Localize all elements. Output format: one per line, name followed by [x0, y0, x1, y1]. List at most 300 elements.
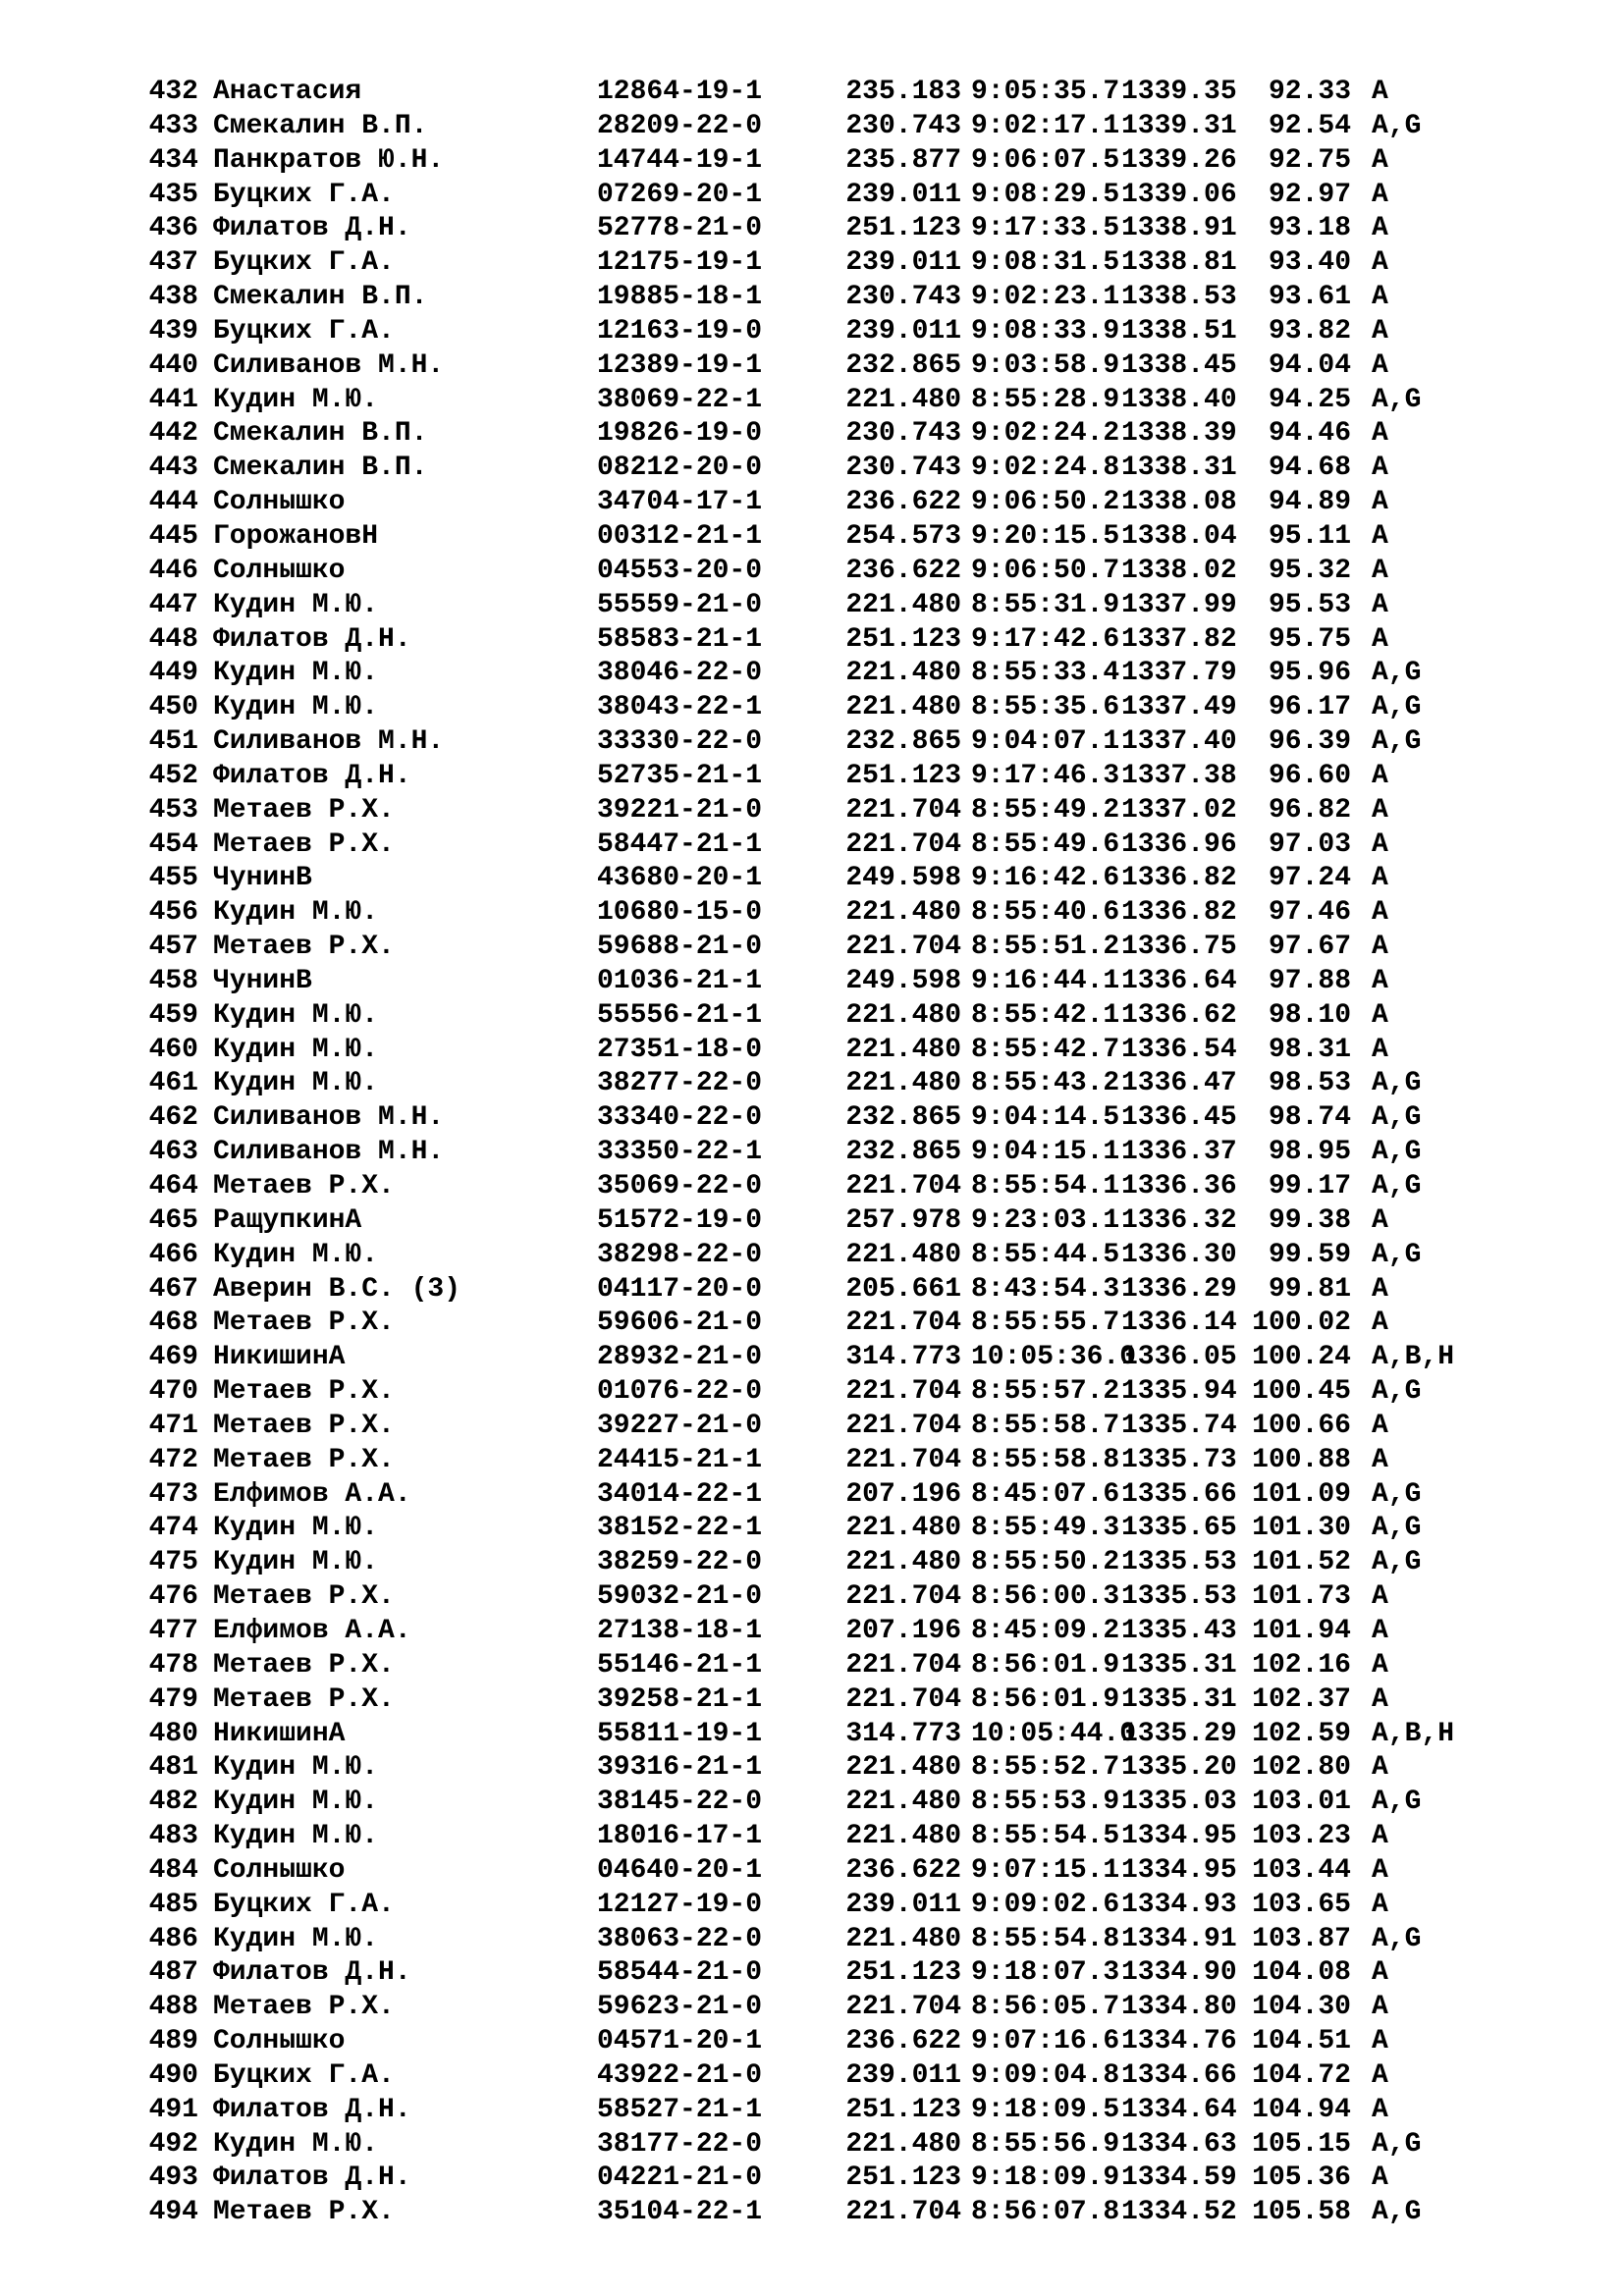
arrival-time-cell: 9:17:33.5 — [971, 213, 1120, 244]
ring-number-cell: 38069-22-1 — [597, 384, 763, 415]
ring-number-cell: 58527-21-1 — [597, 2094, 763, 2125]
rank-cell: 447 — [148, 589, 198, 620]
distance-cell: 239.011 — [845, 315, 961, 347]
fancier-name-cell: Силиванов М.Н. — [213, 349, 445, 381]
fancier-name-cell: Елфимов А.А. — [213, 1615, 411, 1646]
speed-cell: 1334.76 — [1121, 2026, 1237, 2057]
ring-number-cell: 38145-22-0 — [597, 1787, 763, 1818]
arrival-time-cell: 8:55:57.2 — [971, 1376, 1120, 1408]
ring-number-cell: 38043-22-1 — [597, 692, 763, 723]
flags-cell: A,G — [1372, 1171, 1422, 1201]
fancier-name-cell: Метаев Р.Х. — [213, 932, 395, 963]
coefficient-cell: 96.60 — [1268, 760, 1351, 791]
speed-cell: 1335.43 — [1121, 1615, 1237, 1646]
rank-cell: 446 — [148, 555, 198, 586]
coefficient-cell: 95.75 — [1268, 623, 1351, 655]
fancier-name-cell: Метаев Р.Х. — [213, 828, 395, 860]
rank-cell: 456 — [148, 897, 198, 929]
coefficient-cell: 94.68 — [1268, 453, 1351, 484]
rank-cell: 478 — [148, 1649, 198, 1681]
coefficient-cell: 97.03 — [1268, 828, 1351, 860]
arrival-time-cell: 9:08:29.5 — [971, 179, 1120, 210]
flags-cell: A,G — [1372, 1376, 1422, 1408]
ring-number-cell: 04553-20-0 — [597, 555, 763, 586]
distance-cell: 236.622 — [845, 1854, 961, 1886]
flags-cell: A,G — [1372, 1513, 1422, 1544]
ring-number-cell: 00312-21-1 — [597, 520, 763, 552]
distance-cell: 235.183 — [845, 77, 961, 107]
speed-cell: 1339.35 — [1121, 77, 1237, 107]
speed-cell: 1334.93 — [1121, 1889, 1237, 1920]
flags-cell: A — [1372, 2094, 1388, 2125]
distance-cell: 221.704 — [845, 1992, 961, 2023]
distance-cell: 207.196 — [845, 1615, 961, 1646]
distance-cell: 230.743 — [845, 282, 961, 313]
coefficient-cell: 100.24 — [1252, 1342, 1351, 1373]
fancier-name-cell: Кудин М.Ю. — [213, 1239, 379, 1270]
rank-cell: 440 — [148, 349, 198, 381]
fancier-name-cell: Смекалин В.П. — [213, 418, 428, 450]
coefficient-cell: 100.02 — [1252, 1308, 1351, 1339]
ring-number-cell: 43680-20-1 — [597, 863, 763, 894]
coefficient-cell: 92.97 — [1268, 179, 1351, 210]
coefficient-cell: 99.38 — [1268, 1204, 1351, 1236]
rank-cell: 442 — [148, 418, 198, 450]
flags-cell: A — [1372, 1615, 1388, 1646]
speed-cell: 1334.91 — [1121, 1923, 1237, 1954]
flags-cell: A — [1372, 1204, 1388, 1236]
rank-cell: 459 — [148, 999, 198, 1031]
fancier-name-cell: Силиванов М.Н. — [213, 726, 445, 758]
ring-number-cell: 34704-17-1 — [597, 487, 763, 518]
coefficient-cell: 97.46 — [1268, 897, 1351, 929]
flags-cell: A — [1372, 487, 1388, 518]
speed-cell: 1336.64 — [1121, 965, 1237, 996]
arrival-time-cell: 9:20:15.5 — [971, 520, 1120, 552]
arrival-time-cell: 8:55:42.7 — [971, 1034, 1120, 1065]
arrival-time-cell: 8:55:54.1 — [971, 1171, 1120, 1201]
distance-cell: 221.704 — [845, 794, 961, 826]
rank-cell: 453 — [148, 794, 198, 826]
distance-cell: 230.743 — [845, 453, 961, 484]
rank-cell: 492 — [148, 2128, 198, 2160]
coefficient-cell: 103.87 — [1252, 1923, 1351, 1954]
rank-cell: 477 — [148, 1615, 198, 1646]
distance-cell: 314.773 — [845, 1342, 961, 1373]
distance-cell: 221.704 — [845, 2197, 961, 2228]
distance-cell: 249.598 — [845, 965, 961, 996]
flags-cell: A — [1372, 349, 1388, 381]
flags-cell: A,G — [1372, 2128, 1422, 2160]
flags-cell: A,G — [1372, 384, 1422, 415]
fancier-name-cell: Анастасия — [213, 77, 362, 107]
distance-cell: 232.865 — [845, 1137, 961, 1168]
speed-cell: 1336.36 — [1121, 1171, 1237, 1201]
fancier-name-cell: Кудин М.Ю. — [213, 1034, 379, 1065]
coefficient-cell: 99.17 — [1268, 1171, 1351, 1201]
coefficient-cell: 97.24 — [1268, 863, 1351, 894]
speed-cell: 1335.31 — [1121, 1683, 1237, 1715]
ring-number-cell: 33340-22-0 — [597, 1102, 763, 1134]
rank-cell: 462 — [148, 1102, 198, 1134]
arrival-time-cell: 10:05:44.0 — [971, 1718, 1137, 1749]
flags-cell: A — [1372, 1034, 1388, 1065]
distance-cell: 236.622 — [845, 487, 961, 518]
arrival-time-cell: 8:43:54.3 — [971, 1273, 1120, 1305]
fancier-name-cell: Кудин М.Ю. — [213, 1787, 379, 1818]
speed-cell: 1338.53 — [1121, 282, 1237, 313]
arrival-time-cell: 8:55:52.7 — [971, 1752, 1120, 1784]
fancier-name-cell: Смекалин В.П. — [213, 282, 428, 313]
speed-cell: 1338.04 — [1121, 520, 1237, 552]
speed-cell: 1338.45 — [1121, 349, 1237, 381]
coefficient-cell: 105.36 — [1252, 2163, 1351, 2194]
fancier-name-cell: Метаев Р.Х. — [213, 1649, 395, 1681]
coefficient-cell: 95.32 — [1268, 555, 1351, 586]
flags-cell: A — [1372, 315, 1388, 347]
flags-cell: A — [1372, 555, 1388, 586]
coefficient-cell: 95.11 — [1268, 520, 1351, 552]
speed-cell: 1339.26 — [1121, 144, 1237, 176]
flags-cell: A — [1372, 453, 1388, 484]
coefficient-cell: 103.65 — [1252, 1889, 1351, 1920]
speed-cell: 1334.59 — [1121, 2163, 1237, 2194]
arrival-time-cell: 9:06:50.2 — [971, 487, 1120, 518]
distance-cell: 230.743 — [845, 110, 961, 141]
arrival-time-cell: 8:55:33.4 — [971, 658, 1120, 689]
rank-cell: 435 — [148, 179, 198, 210]
speed-cell: 1338.81 — [1121, 247, 1237, 279]
arrival-time-cell: 8:55:35.6 — [971, 692, 1120, 723]
distance-cell: 221.480 — [845, 1787, 961, 1818]
ring-number-cell: 38298-22-0 — [597, 1239, 763, 1270]
speed-cell: 1338.39 — [1121, 418, 1237, 450]
ring-number-cell: 38259-22-0 — [597, 1547, 763, 1578]
distance-cell: 221.480 — [845, 1923, 961, 1954]
fancier-name-cell: Кудин М.Ю. — [213, 1821, 379, 1852]
flags-cell: A — [1372, 418, 1388, 450]
coefficient-cell: 96.17 — [1268, 692, 1351, 723]
coefficient-cell: 92.75 — [1268, 144, 1351, 176]
distance-cell: 251.123 — [845, 2163, 961, 2194]
arrival-time-cell: 9:06:07.5 — [971, 144, 1120, 176]
distance-cell: 232.865 — [845, 726, 961, 758]
coefficient-cell: 103.23 — [1252, 1821, 1351, 1852]
ring-number-cell: 27138-18-1 — [597, 1615, 763, 1646]
speed-cell: 1337.82 — [1121, 623, 1237, 655]
distance-cell: 221.480 — [845, 897, 961, 929]
arrival-time-cell: 8:55:56.9 — [971, 2128, 1120, 2160]
arrival-time-cell: 8:45:07.6 — [971, 1478, 1120, 1510]
coefficient-cell: 98.53 — [1268, 1068, 1351, 1099]
speed-cell: 1336.32 — [1121, 1204, 1237, 1236]
flags-cell: A,G — [1372, 1068, 1422, 1099]
fancier-name-cell: Метаев Р.Х. — [213, 1992, 395, 2023]
coefficient-cell: 105.58 — [1252, 2197, 1351, 2228]
fancier-name-cell: Буцких Г.А. — [213, 1889, 395, 1920]
coefficient-cell: 93.82 — [1268, 315, 1351, 347]
fancier-name-cell: Филатов Д.Н. — [213, 623, 411, 655]
arrival-time-cell: 8:55:53.9 — [971, 1787, 1120, 1818]
ring-number-cell: 12389-19-1 — [597, 349, 763, 381]
flags-cell: A — [1372, 2163, 1388, 2194]
rank-cell: 474 — [148, 1513, 198, 1544]
flags-cell: A — [1372, 282, 1388, 313]
ring-number-cell: 38177-22-0 — [597, 2128, 763, 2160]
arrival-time-cell: 9:08:33.9 — [971, 315, 1120, 347]
fancier-name-cell: ГорожановН — [213, 520, 379, 552]
flags-cell: A — [1372, 77, 1388, 107]
fancier-name-cell: Кудин М.Ю. — [213, 999, 379, 1031]
distance-cell: 236.622 — [845, 555, 961, 586]
ring-number-cell: 28932-21-0 — [597, 1342, 763, 1373]
ring-number-cell: 04571-20-1 — [597, 2026, 763, 2057]
rank-cell: 458 — [148, 965, 198, 996]
speed-cell: 1334.63 — [1121, 2128, 1237, 2160]
distance-cell: 232.865 — [845, 1102, 961, 1134]
speed-cell: 1337.38 — [1121, 760, 1237, 791]
fancier-name-cell: Кудин М.Ю. — [213, 2128, 379, 2160]
distance-cell: 221.480 — [845, 1547, 961, 1578]
fancier-name-cell: НикишинА — [213, 1718, 346, 1749]
ring-number-cell: 07269-20-1 — [597, 179, 763, 210]
arrival-time-cell: 9:09:04.8 — [971, 2059, 1120, 2091]
coefficient-cell: 94.25 — [1268, 384, 1351, 415]
ring-number-cell: 58447-21-1 — [597, 828, 763, 860]
ring-number-cell: 33350-22-1 — [597, 1137, 763, 1168]
distance-cell: 251.123 — [845, 1957, 961, 1989]
rank-cell: 486 — [148, 1923, 198, 1954]
coefficient-cell: 99.81 — [1268, 1273, 1351, 1305]
rank-cell: 485 — [148, 1889, 198, 1920]
flags-cell: A — [1372, 1581, 1388, 1613]
arrival-time-cell: 8:45:09.2 — [971, 1615, 1120, 1646]
arrival-time-cell: 9:17:46.3 — [971, 760, 1120, 791]
rank-cell: 444 — [148, 487, 198, 518]
fancier-name-cell: Кудин М.Ю. — [213, 1513, 379, 1544]
flags-cell: A,G — [1372, 1478, 1422, 1510]
speed-cell: 1336.62 — [1121, 999, 1237, 1031]
speed-cell: 1334.52 — [1121, 2197, 1237, 2228]
coefficient-cell: 100.88 — [1252, 1444, 1351, 1475]
arrival-time-cell: 8:55:51.2 — [971, 932, 1120, 963]
fancier-name-cell: Метаев Р.Х. — [213, 2197, 395, 2228]
flags-cell: A — [1372, 1273, 1388, 1305]
distance-cell: 221.480 — [845, 999, 961, 1031]
rank-cell: 482 — [148, 1787, 198, 1818]
coefficient-cell: 102.80 — [1252, 1752, 1351, 1784]
arrival-time-cell: 8:55:58.8 — [971, 1444, 1120, 1475]
flags-cell: A — [1372, 2059, 1388, 2091]
speed-cell: 1337.49 — [1121, 692, 1237, 723]
rank-cell: 439 — [148, 315, 198, 347]
speed-cell: 1337.79 — [1121, 658, 1237, 689]
rank-cell: 472 — [148, 1444, 198, 1475]
speed-cell: 1336.82 — [1121, 897, 1237, 929]
rank-cell: 467 — [148, 1273, 198, 1305]
rank-cell: 488 — [148, 1992, 198, 2023]
ring-number-cell: 39316-21-1 — [597, 1752, 763, 1784]
speed-cell: 1336.47 — [1121, 1068, 1237, 1099]
ring-number-cell: 38046-22-0 — [597, 658, 763, 689]
fancier-name-cell: Панкратов Ю.Н. — [213, 144, 445, 176]
arrival-time-cell: 9:05:35.7 — [971, 77, 1120, 107]
rank-cell: 436 — [148, 213, 198, 244]
rank-cell: 460 — [148, 1034, 198, 1065]
coefficient-cell: 101.30 — [1252, 1513, 1351, 1544]
arrival-time-cell: 9:16:42.6 — [971, 863, 1120, 894]
coefficient-cell: 95.96 — [1268, 658, 1351, 689]
distance-cell: 221.480 — [845, 658, 961, 689]
arrival-time-cell: 9:18:07.3 — [971, 1957, 1120, 1989]
flags-cell: A — [1372, 1308, 1388, 1339]
fancier-name-cell: Метаев Р.Х. — [213, 1308, 395, 1339]
ring-number-cell: 55559-21-0 — [597, 589, 763, 620]
distance-cell: 221.480 — [845, 2128, 961, 2160]
speed-cell: 1334.66 — [1121, 2059, 1237, 2091]
distance-cell: 221.480 — [845, 1034, 961, 1065]
flags-cell: A,B,H — [1372, 1342, 1455, 1373]
fancier-name-cell: Смекалин В.П. — [213, 110, 428, 141]
fancier-name-cell: ЧунинВ — [213, 863, 312, 894]
flags-cell: A,G — [1372, 1787, 1422, 1818]
rank-cell: 479 — [148, 1683, 198, 1715]
ring-number-cell: 35069-22-0 — [597, 1171, 763, 1201]
rank-cell: 454 — [148, 828, 198, 860]
flags-cell: A — [1372, 1444, 1388, 1475]
flags-cell: A — [1372, 1957, 1388, 1989]
rank-cell: 452 — [148, 760, 198, 791]
flags-cell: A — [1372, 1992, 1388, 2023]
ring-number-cell: 19826-19-0 — [597, 418, 763, 450]
fancier-name-cell: Силиванов М.Н. — [213, 1137, 445, 1168]
speed-cell: 1338.40 — [1121, 384, 1237, 415]
distance-cell: 239.011 — [845, 247, 961, 279]
speed-cell: 1335.53 — [1121, 1581, 1237, 1613]
distance-cell: 257.978 — [845, 1204, 961, 1236]
rank-cell: 461 — [148, 1068, 198, 1099]
speed-cell: 1335.65 — [1121, 1513, 1237, 1544]
fancier-name-cell: Солнышко — [213, 2026, 346, 2057]
flags-cell: A — [1372, 999, 1388, 1031]
flags-cell: A,G — [1372, 692, 1422, 723]
coefficient-cell: 100.66 — [1252, 1410, 1351, 1441]
distance-cell: 314.773 — [845, 1718, 961, 1749]
fancier-name-cell: Кудин М.Ю. — [213, 384, 379, 415]
fancier-name-cell: Кудин М.Ю. — [213, 897, 379, 929]
speed-cell: 1335.03 — [1121, 1787, 1237, 1818]
rank-cell: 450 — [148, 692, 198, 723]
rank-cell: 441 — [148, 384, 198, 415]
rank-cell: 471 — [148, 1410, 198, 1441]
ring-number-cell: 59606-21-0 — [597, 1308, 763, 1339]
speed-cell: 1336.96 — [1121, 828, 1237, 860]
speed-cell: 1336.82 — [1121, 863, 1237, 894]
distance-cell: 254.573 — [845, 520, 961, 552]
ring-number-cell: 12163-19-0 — [597, 315, 763, 347]
arrival-time-cell: 9:02:23.1 — [971, 282, 1120, 313]
speed-cell: 1339.31 — [1121, 110, 1237, 141]
flags-cell: A — [1372, 1752, 1388, 1784]
flags-cell: A,G — [1372, 1137, 1422, 1168]
distance-cell: 221.704 — [845, 1171, 961, 1201]
fancier-name-cell: Метаев Р.Х. — [213, 1171, 395, 1201]
ring-number-cell: 33330-22-0 — [597, 726, 763, 758]
flags-cell: A — [1372, 179, 1388, 210]
arrival-time-cell: 10:05:36.0 — [971, 1342, 1137, 1373]
speed-cell: 1335.74 — [1121, 1410, 1237, 1441]
arrival-time-cell: 9:23:03.1 — [971, 1204, 1120, 1236]
rank-cell: 438 — [148, 282, 198, 313]
flags-cell: A,G — [1372, 658, 1422, 689]
fancier-name-cell: Солнышко — [213, 555, 346, 586]
ring-number-cell: 55146-21-1 — [597, 1649, 763, 1681]
arrival-time-cell: 9:18:09.5 — [971, 2094, 1120, 2125]
rank-cell: 469 — [148, 1342, 198, 1373]
fancier-name-cell: Солнышко — [213, 487, 346, 518]
ring-number-cell: 14744-19-1 — [597, 144, 763, 176]
rank-cell: 494 — [148, 2197, 198, 2228]
distance-cell: 221.480 — [845, 1068, 961, 1099]
coefficient-cell: 92.33 — [1268, 77, 1351, 107]
speed-cell: 1337.02 — [1121, 794, 1237, 826]
coefficient-cell: 105.15 — [1252, 2128, 1351, 2160]
distance-cell: 221.704 — [845, 1410, 961, 1441]
arrival-time-cell: 8:55:49.3 — [971, 1513, 1120, 1544]
arrival-time-cell: 9:03:58.9 — [971, 349, 1120, 381]
flags-cell: A — [1372, 794, 1388, 826]
ring-number-cell: 04117-20-0 — [597, 1273, 763, 1305]
distance-cell: 221.704 — [845, 1444, 961, 1475]
ring-number-cell: 39221-21-0 — [597, 794, 763, 826]
rank-cell: 464 — [148, 1171, 198, 1201]
ring-number-cell: 01036-21-1 — [597, 965, 763, 996]
fancier-name-cell: Кудин М.Ю. — [213, 658, 379, 689]
coefficient-cell: 102.16 — [1252, 1649, 1351, 1681]
rank-cell: 437 — [148, 247, 198, 279]
speed-cell: 1335.73 — [1121, 1444, 1237, 1475]
flags-cell: A,G — [1372, 726, 1422, 758]
coefficient-cell: 104.72 — [1252, 2059, 1351, 2091]
distance-cell: 235.877 — [845, 144, 961, 176]
arrival-time-cell: 8:55:50.2 — [971, 1547, 1120, 1578]
ring-number-cell: 58544-21-0 — [597, 1957, 763, 1989]
fancier-name-cell: Кудин М.Ю. — [213, 1547, 379, 1578]
coefficient-cell: 98.74 — [1268, 1102, 1351, 1134]
coefficient-cell: 104.51 — [1252, 2026, 1351, 2057]
distance-cell: 221.704 — [845, 1649, 961, 1681]
fancier-name-cell: Филатов Д.Н. — [213, 760, 411, 791]
flags-cell: A,G — [1372, 1547, 1422, 1578]
flags-cell: A — [1372, 144, 1388, 176]
distance-cell: 221.704 — [845, 1376, 961, 1408]
ring-number-cell: 18016-17-1 — [597, 1821, 763, 1852]
flags-cell: A — [1372, 965, 1388, 996]
fancier-name-cell: Силиванов М.Н. — [213, 1102, 445, 1134]
arrival-time-cell: 9:17:42.6 — [971, 623, 1120, 655]
flags-cell: A — [1372, 1854, 1388, 1886]
distance-cell: 251.123 — [845, 760, 961, 791]
speed-cell: 1336.75 — [1121, 932, 1237, 963]
arrival-time-cell: 8:55:44.5 — [971, 1239, 1120, 1270]
speed-cell: 1335.31 — [1121, 1649, 1237, 1681]
fancier-name-cell: НикишинА — [213, 1342, 346, 1373]
flags-cell: A,G — [1372, 1239, 1422, 1270]
ring-number-cell: 38063-22-0 — [597, 1923, 763, 1954]
arrival-time-cell: 9:07:15.1 — [971, 1854, 1120, 1886]
speed-cell: 1336.37 — [1121, 1137, 1237, 1168]
ring-number-cell: 55811-19-1 — [597, 1718, 763, 1749]
